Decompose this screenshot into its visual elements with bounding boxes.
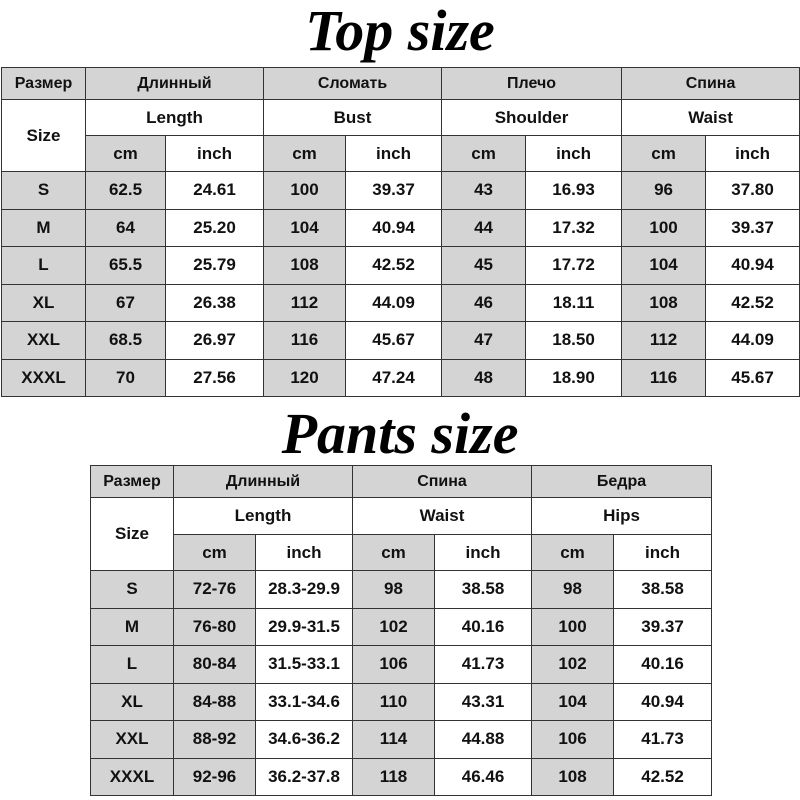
size-header-cell: Size [2,100,86,172]
value-cell: 104 [622,247,706,285]
value-cell: 42.52 [346,247,442,285]
value-cell: 36.2-37.8 [256,758,353,796]
value-cell: 33.1-34.6 [256,683,353,721]
value-cell: 64 [86,209,166,247]
value-cell: 47.24 [346,359,442,397]
value-cell: 39.37 [346,172,442,210]
size-cell: XL [91,683,174,721]
value-cell: 106 [532,721,614,759]
value-cell: 80-84 [174,646,256,684]
value-cell: 96 [622,172,706,210]
top-ru-header-row [2,68,800,100]
table-row [2,247,800,285]
value-cell: 31.5-33.1 [256,646,353,684]
value-cell: 108 [532,758,614,796]
value-cell: 17.72 [526,247,622,285]
value-cell: 48 [442,359,526,397]
pants-en-header-row [91,498,712,535]
value-cell: 62.5 [86,172,166,210]
unit-cell: cm [532,535,614,571]
value-cell: 45.67 [346,322,442,360]
value-cell: 110 [353,683,435,721]
value-cell: 102 [353,608,435,646]
value-cell: 44.88 [435,721,532,759]
value-cell: 108 [622,284,706,322]
value-cell: 27.56 [166,359,264,397]
size-cell: M [91,608,174,646]
value-cell: 34.6-36.2 [256,721,353,759]
value-cell: 120 [264,359,346,397]
header-cell: Размер [2,68,86,100]
header-cell: Bust [264,100,442,136]
value-cell: 46.46 [435,758,532,796]
header-cell: Размер [91,466,174,498]
size-cell: XXL [91,721,174,759]
unit-cell: inch [706,136,800,172]
value-cell: 44.09 [346,284,442,322]
value-cell: 41.73 [435,646,532,684]
value-cell: 42.52 [706,284,800,322]
size-cell: L [91,646,174,684]
header-cell: Hips [532,498,712,535]
value-cell: 88-92 [174,721,256,759]
unit-cell: cm [174,535,256,571]
value-cell: 98 [532,571,614,609]
header-cell: Shoulder [442,100,622,136]
value-cell: 45.67 [706,359,800,397]
unit-cell: cm [442,136,526,172]
value-cell: 43.31 [435,683,532,721]
value-cell: 26.38 [166,284,264,322]
size-cell: S [2,172,86,210]
top-en-header-row [2,100,800,136]
table-row [2,172,800,210]
unit-cell: cm [353,535,435,571]
header-cell: Length [174,498,353,535]
size-cell: XL [2,284,86,322]
value-cell: 25.79 [166,247,264,285]
value-cell: 44 [442,209,526,247]
top-size-table [1,67,800,397]
table-row [2,284,800,322]
value-cell: 18.11 [526,284,622,322]
table-row [91,721,712,759]
value-cell: 92-96 [174,758,256,796]
value-cell: 67 [86,284,166,322]
value-cell: 40.16 [435,608,532,646]
header-cell: Длинный [174,466,353,498]
value-cell: 72-76 [174,571,256,609]
table-row [91,683,712,721]
value-cell: 26.97 [166,322,264,360]
value-cell: 100 [264,172,346,210]
unit-cell: inch [256,535,353,571]
value-cell: 65.5 [86,247,166,285]
value-cell: 84-88 [174,683,256,721]
value-cell: 100 [622,209,706,247]
size-cell: XXL [2,322,86,360]
value-cell: 100 [532,608,614,646]
pants-size-table [90,465,712,796]
pants-size-title: Pants size [281,401,519,466]
value-cell: 38.58 [614,571,712,609]
header-cell: Бедра [532,466,712,498]
header-cell: Спина [353,466,532,498]
value-cell: 76-80 [174,608,256,646]
size-cell: XXXL [91,758,174,796]
value-cell: 28.3-29.9 [256,571,353,609]
pants-unit-row [91,535,712,571]
value-cell: 118 [353,758,435,796]
size-cell: S [91,571,174,609]
unit-cell: cm [264,136,346,172]
value-cell: 104 [264,209,346,247]
value-cell: 42.52 [614,758,712,796]
value-cell: 45 [442,247,526,285]
value-cell: 112 [264,284,346,322]
value-cell: 39.37 [706,209,800,247]
unit-cell: inch [526,136,622,172]
value-cell: 102 [532,646,614,684]
value-cell: 104 [532,683,614,721]
value-cell: 70 [86,359,166,397]
header-cell: Waist [622,100,800,136]
table-row [2,322,800,360]
value-cell: 116 [264,322,346,360]
value-cell: 40.94 [706,247,800,285]
table-row [91,571,712,609]
unit-cell: cm [622,136,706,172]
size-cell: L [2,247,86,285]
value-cell: 40.94 [614,683,712,721]
value-cell: 46 [442,284,526,322]
value-cell: 106 [353,646,435,684]
table-row [91,608,712,646]
value-cell: 24.61 [166,172,264,210]
unit-cell: inch [435,535,532,571]
unit-cell: inch [614,535,712,571]
header-cell: Length [86,100,264,136]
value-cell: 98 [353,571,435,609]
value-cell: 40.16 [614,646,712,684]
table-row [91,646,712,684]
value-cell: 38.58 [435,571,532,609]
header-cell: Длинный [86,68,264,100]
unit-cell: inch [166,136,264,172]
size-cell: M [2,209,86,247]
table-row [2,209,800,247]
size-header-cell: Size [91,498,174,571]
pants-ru-header-row [91,466,712,498]
value-cell: 112 [622,322,706,360]
value-cell: 16.93 [526,172,622,210]
value-cell: 116 [622,359,706,397]
header-cell: Сломать [264,68,442,100]
value-cell: 18.90 [526,359,622,397]
value-cell: 18.50 [526,322,622,360]
value-cell: 37.80 [706,172,800,210]
value-cell: 68.5 [86,322,166,360]
value-cell: 43 [442,172,526,210]
header-cell: Waist [353,498,532,535]
top-size-title: Top size [305,0,495,63]
value-cell: 41.73 [614,721,712,759]
value-cell: 40.94 [346,209,442,247]
table-row [2,359,800,397]
value-cell: 39.37 [614,608,712,646]
value-cell: 44.09 [706,322,800,360]
value-cell: 47 [442,322,526,360]
unit-cell: cm [86,136,166,172]
table-row [91,758,712,796]
value-cell: 114 [353,721,435,759]
value-cell: 17.32 [526,209,622,247]
size-cell: XXXL [2,359,86,397]
value-cell: 29.9-31.5 [256,608,353,646]
top-unit-row [2,136,800,172]
header-cell: Спина [622,68,800,100]
value-cell: 108 [264,247,346,285]
header-cell: Плечо [442,68,622,100]
value-cell: 25.20 [166,209,264,247]
unit-cell: inch [346,136,442,172]
